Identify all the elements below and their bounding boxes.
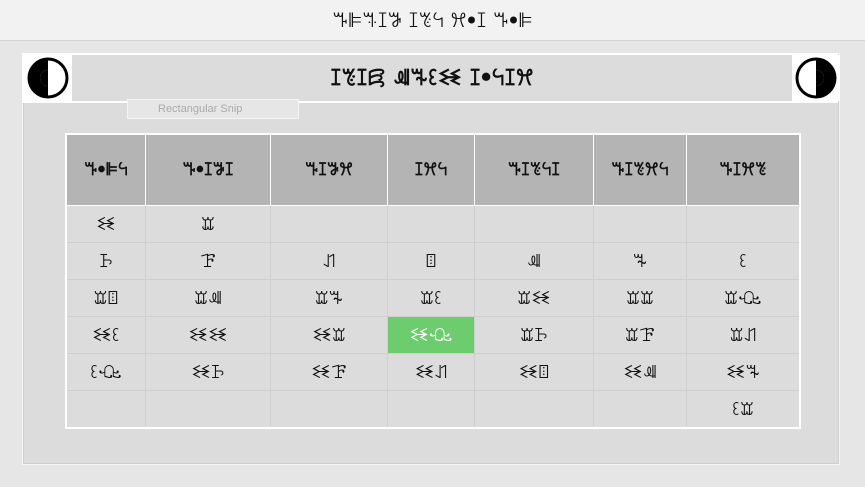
rectangular-snip-overlay: Rectangular Snip (127, 99, 299, 119)
day-cell[interactable]: ꘕ (475, 243, 594, 280)
day-cell[interactable]: ꘑꘙ (475, 317, 594, 354)
day-cell[interactable]: ꘒꘘ (271, 354, 388, 391)
empty-day-cell (594, 391, 687, 429)
day-cell[interactable]: ꘑꘘ (594, 317, 687, 354)
empty-day-cell (687, 206, 801, 243)
weekday-header: ꔒꕯꔳꕪꕯ (475, 134, 594, 206)
empty-day-cell (388, 206, 475, 243)
day-cell[interactable]: ꘒꘑ (271, 317, 388, 354)
empty-day-cell (271, 206, 388, 243)
month-title: ꕯꔳꕯꗛ ꘕꘔꘓꘒ ꕯꔷꕪꕯꕮ (330, 65, 534, 91)
circle-half-left-icon (27, 57, 69, 99)
weekday-header: ꔒꕯꔳꕮꕪ (594, 134, 687, 206)
day-cell[interactable]: ꘑꘐ (687, 280, 801, 317)
day-cell[interactable]: ꘔ (594, 243, 687, 280)
day-cell[interactable]: ꘗ (271, 243, 388, 280)
day-cell[interactable]: ꘒ (66, 206, 146, 243)
weekday-header: ꔒꔷꕯꖃꕯ (146, 134, 271, 206)
day-cell[interactable]: ꘒꘙ (146, 354, 271, 391)
day-cell[interactable]: ꘖ (388, 243, 475, 280)
calendar-week-row (66, 243, 800, 280)
weekday-header: ꔒꔷꕞꕪ (66, 134, 146, 206)
day-cell[interactable]: ꘒꘓ (66, 317, 146, 354)
circle-half-right-icon (795, 57, 837, 99)
empty-day-cell (475, 206, 594, 243)
day-cell[interactable]: ꘒꘖ (475, 354, 594, 391)
calendar-week-row (66, 280, 800, 317)
empty-day-cell (66, 391, 146, 429)
empty-day-cell (271, 391, 388, 429)
calendar-week-row (66, 354, 800, 391)
day-cell[interactable]: ꘒꘔ (687, 354, 801, 391)
day-cell[interactable]: ꘑꘖ (66, 280, 146, 317)
weekday-header-row (66, 134, 800, 206)
day-cell[interactable]: ꘒꘒ (146, 317, 271, 354)
weekday-header: ꕯꕮꕪ (388, 134, 475, 206)
prev-month-button[interactable] (24, 55, 72, 101)
day-cell[interactable]: ꘑꘗ (687, 317, 801, 354)
day-cell[interactable]: ꘒꘗ (388, 354, 475, 391)
empty-day-cell (475, 391, 594, 429)
calendar-grid (65, 133, 801, 429)
day-cell[interactable]: ꘑꘓ (388, 280, 475, 317)
day-cell[interactable]: ꘙ (66, 243, 146, 280)
calendar-week-row (66, 206, 800, 243)
day-cell[interactable]: ꘑꘒ (475, 280, 594, 317)
empty-day-cell (388, 391, 475, 429)
empty-day-cell (146, 391, 271, 429)
day-cell[interactable]: ꘑꘑ (594, 280, 687, 317)
weekday-header: ꔒꕯꕮꔳ (687, 134, 801, 206)
day-cell[interactable]: ꘒꘕ (594, 354, 687, 391)
day-cell[interactable]: ꘓꘑ (687, 391, 801, 429)
empty-day-cell (594, 206, 687, 243)
day-cell[interactable]: ꘘ (146, 243, 271, 280)
day-cell[interactable]: ꘑꘕ (146, 280, 271, 317)
next-month-button[interactable] (792, 55, 840, 101)
day-cell[interactable]: ꘑ (146, 206, 271, 243)
day-cell[interactable]: ꘑꘔ (271, 280, 388, 317)
day-cell[interactable]: ꘓꘐ (66, 354, 146, 391)
calendar-week-row (66, 317, 800, 354)
weekday-header: ꔒꕯꖃꕮ (271, 134, 388, 206)
day-cell[interactable]: ꘓ (687, 243, 801, 280)
calendar-week-row (66, 391, 800, 429)
today-day-cell[interactable]: ꘒꘐ (388, 317, 475, 354)
window-title: ꔒꕞꕐꕯꖃ ꕯꔳꕪ ꕮꔷꕯ ꔒꔷꕞ (0, 0, 865, 41)
